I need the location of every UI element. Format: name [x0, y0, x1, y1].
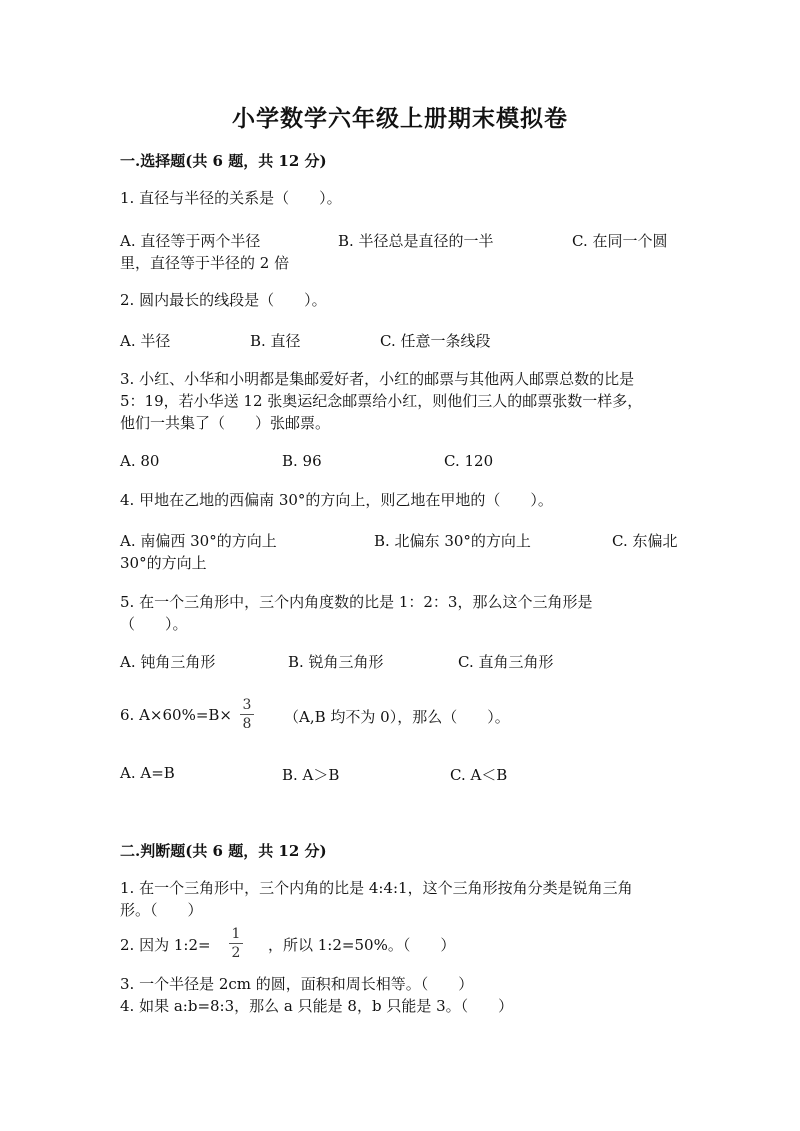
question-5-option-c: C. 直角三角形: [458, 653, 554, 671]
question-5-stem-line-1: 5. 在一个三角形中，三个内角度数的比是 1：2：3，那么这个三角形是: [120, 593, 593, 611]
question-4-stem: 4. 甲地在乙地的西偏南 30°的方向上，则乙地在甲地的（ ）。: [120, 491, 553, 509]
judgement-3-stem: 3. 一个半径是 2cm 的圆，面积和周长相等。（ ）: [120, 975, 474, 993]
question-3-option-b: B. 96: [282, 452, 322, 470]
question-2-option-b: B. 直径: [250, 332, 301, 350]
question-6-option-c: C. A＜B: [450, 766, 508, 784]
question-4-option-c-continued: 30°的方向上: [120, 554, 207, 572]
question-6-option-a: A. A=B: [120, 764, 175, 782]
fraction-bar: [240, 714, 254, 715]
question-4-option-b: B. 北偏东 30°的方向上: [374, 532, 531, 550]
fraction-numerator: 1: [231, 926, 241, 942]
judgement-1-stem-line-2: 形。（ ）: [120, 901, 203, 919]
question-3-stem-line-1: 3. 小红、小华和小明都是集邮爱好者，小红的邮票与其他两人邮票总数的比是: [120, 370, 635, 388]
question-1-stem: 1. 直径与半径的关系是（ ）。: [120, 189, 342, 207]
question-3-option-c: C. 120: [444, 452, 494, 470]
question-3-stem-line-2: 5：19，若小华送 12 张奥运纪念邮票给小红，则他们三人的邮票张数一样多，: [120, 392, 643, 410]
section-heading-judgement: 二.判断题(共 6 题，共 12 分): [120, 842, 327, 860]
question-4-option-a: A. 南偏西 30°的方向上: [120, 532, 277, 550]
question-5-stem-line-2: （ ）。: [120, 615, 188, 633]
question-4-option-c: C. 东偏北: [612, 532, 678, 550]
question-2-option-c: C. 任意一条线段: [380, 332, 491, 350]
judgement-1-stem-line-1: 1. 在一个三角形中，三个内角的比是 4:4:1，这个三角形按角分类是锐角三角: [120, 879, 633, 897]
question-5-option-a: A. 钝角三角形: [120, 653, 216, 671]
section-heading-choice: 一.选择题(共 6 题，共 12 分): [120, 152, 327, 170]
question-5-option-b: B. 锐角三角形: [288, 653, 384, 671]
question-6-stem-prefix: 6. A×60%=B×: [120, 706, 232, 724]
question-3-stem-line-3: 他们一共集了（ ）张邮票。: [120, 414, 331, 432]
question-1-option-b: B. 半径总是直径的一半: [338, 232, 494, 250]
fraction-numerator: 3: [242, 697, 252, 713]
judgement-2-stem-prefix: 2. 因为 1:2=: [120, 936, 211, 954]
question-2-option-a: A. 半径: [120, 332, 171, 350]
page-title: 小学数学六年级上册期末模拟卷: [232, 105, 568, 132]
judgement-2-fraction: [229, 926, 243, 961]
judgement-4-stem: 4. 如果 a:b=8:3，那么 a 只能是 8，b 只能是 3。（ ）: [120, 997, 514, 1015]
question-1-option-c: C. 在同一个圆: [572, 232, 668, 250]
question-6-option-b: B. A＞B: [282, 766, 340, 784]
question-1-option-a: A. 直径等于两个半径: [120, 232, 261, 250]
fraction-bar: [229, 943, 243, 944]
question-6-fraction: [240, 697, 254, 732]
question-2-stem: 2. 圆内最长的线段是（ ）。: [120, 291, 327, 309]
fraction-denominator: 8: [242, 716, 252, 732]
question-6-stem-suffix: （A,B 均不为 0），那么（ ）。: [284, 708, 510, 726]
fraction-denominator: 2: [231, 945, 241, 961]
question-3-option-a: A. 80: [120, 452, 160, 470]
judgement-2-stem-suffix: ，所以 1:2=50%。（ ）: [268, 936, 456, 954]
question-1-option-c-continued: 里，直径等于半径的 2 倍: [120, 254, 290, 272]
